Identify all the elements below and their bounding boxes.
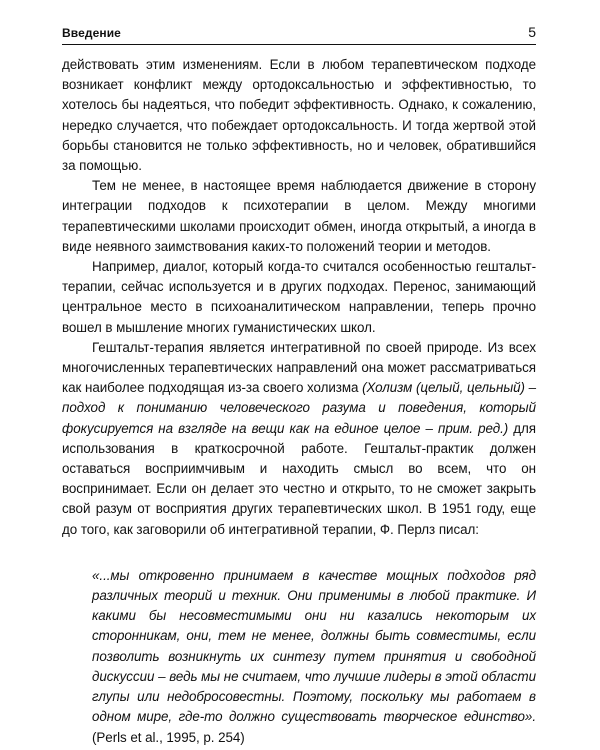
paragraph-4 xyxy=(62,338,536,540)
page-number: 5 xyxy=(528,24,536,40)
body-text xyxy=(62,55,536,540)
section-title: Введение xyxy=(62,26,121,40)
paragraph-2: Тем не менее, в настоящее время наблюдается движение в сторону интеграции подходов к психотерапии в целом. Между многими терапевтическими школами происходит обмен, иногда открытый, а иногда в виде неявного заимствования каких-то положений теории и методов. xyxy=(62,178,536,254)
quote-text: «...мы откровенно принимаем в качестве мощных подходов ряд различных теорий и техник. Они применимы в любой практике. И какими бы несовместимыми они ни казались некоторым их сторонникам, они, тем не менее, должны быть совместимы, если позволить возникнуть их синтезу путем принятия и свободной дискуссии – ведь мы не считаем, что лучшие лидеры в этой области глупы или недобросовестны. Поэтому, поскольку мы работаем в одном мире, где-то должно существовать творческое единство». xyxy=(92,567,536,725)
quote-citation: (Perls et al., 1995, p. 254) xyxy=(92,729,245,745)
paragraph-1: действовать этим изменениям. Если в любом терапевтическом подходе возникает конфликт между ортодоксальностью и эффективностью, то хотелось бы надеяться, что победит эффективность. Однако, к сожалению, нередко случается, что побеждает ортодоксальность. И тогда жертвой этой борьбы становится не только эффективность, но и человек, обратившийся за помощью. xyxy=(62,57,536,174)
paragraph-4-text-start: Гештальт-терапия является интегративной по своей природе. Из всех многочисленных терапевтических направлений она может рассматриваться как наиболее подходящая из-за своего холизма xyxy=(62,339,536,396)
paragraph-4-text-end: для использования в краткосрочной работе. Гештальт-практик должен оставаться восприимчивым и находить смысл во всем, что он воспринимает. Если он делает это честно и открыто, то не сможет закрыть свой разум от восприятия других терапевтических школ. В 1951 году, еще до того, как заговорили об интегративной терапии, Ф. Перлз писал: xyxy=(62,420,536,537)
paragraph-3: Например, диалог, который когда-то считался особенностью гештальт-терапии, сейчас используется и в других подходах. Перенос, занимающий центральное место в психоаналитическом направлении, теперь прочно вошел в мышление многих гуманистических школ. xyxy=(62,259,536,335)
paragraph-4-editor-note: (Холизм (целый, цельный) – подход к пониманию человеческого разума и поведения, который фокусируется на взгляде на вещи как на единое целое – прим. ред.) xyxy=(62,380,537,436)
running-header xyxy=(62,22,536,45)
book-page xyxy=(62,22,536,748)
block-quote xyxy=(62,566,536,748)
